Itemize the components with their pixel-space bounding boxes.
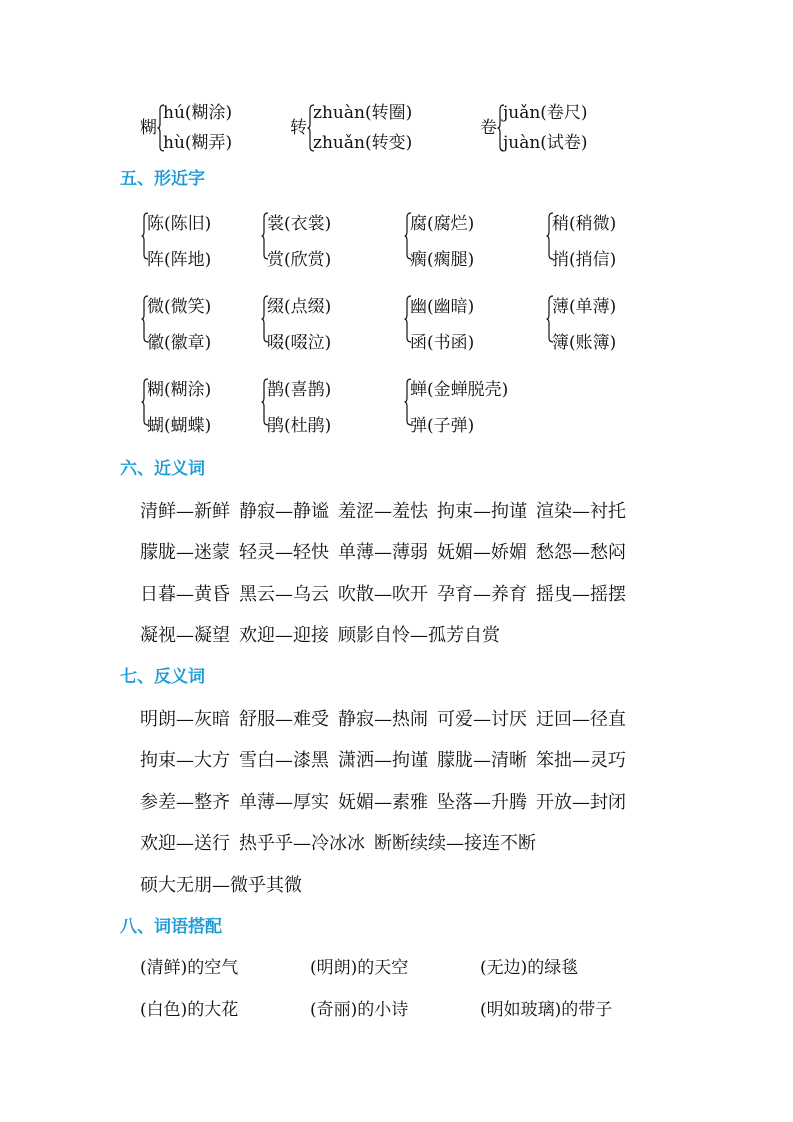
- polyphone-reading: hù(糊弄): [163, 133, 233, 153]
- antonyms-pair: 妩媚—素雅: [338, 792, 428, 813]
- similar-char-item: 缀(点缀): [267, 297, 332, 317]
- similar-char-item: 捎(捎信): [552, 250, 617, 270]
- synonyms-pair: 朦胧—迷蒙: [140, 542, 230, 563]
- collocation-item: (清鲜)的空气: [140, 958, 239, 978]
- antonyms-pair: 迂回—径直: [536, 709, 626, 730]
- synonyms-pair: 轻灵—轻快: [239, 542, 329, 563]
- synonyms-pair: 愁怨—愁闷: [536, 542, 626, 563]
- antonyms-pair: 断断续续—接连不断: [374, 833, 536, 854]
- similar-char-item: 稍(稍微): [552, 214, 617, 234]
- similar-char-item: 糊(糊涂): [147, 380, 212, 400]
- synonyms-pair: 清鲜—新鲜: [140, 501, 230, 522]
- antonyms-line: [140, 877, 311, 895]
- antonyms-pair: 笨拙—灵巧: [536, 750, 626, 771]
- similar-char-item: 赏(欣赏): [267, 250, 332, 270]
- polyphone-reading: juàn(试卷): [503, 133, 588, 153]
- similar-char-item: 微(微笑): [147, 297, 212, 317]
- similar-char-item: 陈(陈旧): [147, 214, 212, 234]
- similar-char-item: 啜(啜泣): [267, 333, 332, 353]
- antonyms-pair: 硕大无朋—微乎其微: [140, 875, 302, 896]
- polyphone-char: 卷: [480, 118, 497, 138]
- antonyms-pair: 静寂—热闹: [338, 709, 428, 730]
- antonyms-pair: 朦胧—清晰: [437, 750, 527, 771]
- similar-char-item: 鹃(杜鹃): [267, 416, 332, 436]
- synonyms-line: [140, 627, 509, 645]
- synonyms-pair: 顾影自怜—孤芳自赏: [338, 625, 500, 646]
- section-heading: 八、词语搭配: [120, 917, 222, 937]
- polyphone-char: 糊: [140, 118, 157, 138]
- antonyms-pair: 参差—整齐: [140, 792, 230, 813]
- synonyms-pair: 吹散—吹开: [338, 584, 428, 605]
- synonyms-pair: 妩媚—娇媚: [437, 542, 527, 563]
- polyphone-char: 转: [290, 118, 307, 138]
- synonyms-pair: 静寂—静谧: [239, 501, 329, 522]
- polyphone-reading: hú(糊涂): [163, 103, 233, 123]
- similar-char-item: 腐(腐烂): [410, 214, 475, 234]
- collocation-item: (无边)的绿毯: [480, 958, 579, 978]
- synonyms-pair: 单薄—薄弱: [338, 542, 428, 563]
- synonyms-line: [140, 503, 635, 521]
- antonyms-line: [140, 794, 635, 812]
- similar-char-item: 薄(单薄): [552, 297, 617, 317]
- synonyms-pair: 欢迎—迎接: [239, 625, 329, 646]
- polyphone-reading: zhuǎn(转变): [313, 133, 413, 153]
- antonyms-pair: 开放—封闭: [536, 792, 626, 813]
- polyphone-reading: zhuàn(转圈): [313, 103, 413, 123]
- collocation-item: (明如玻璃)的带子: [480, 1000, 613, 1020]
- synonyms-pair: 日暮—黄昏: [140, 584, 230, 605]
- antonyms-pair: 坠落—升腾: [437, 792, 527, 813]
- similar-char-item: 鹊(喜鹊): [267, 380, 332, 400]
- section-heading: 六、近义词: [120, 459, 205, 479]
- similar-char-item: 幽(幽暗): [410, 297, 475, 317]
- antonyms-pair: 拘束—大方: [140, 750, 230, 771]
- antonyms-pair: 欢迎—送行: [140, 833, 230, 854]
- similar-char-item: 蝴(蝴蝶): [147, 416, 212, 436]
- collocation-item: (白色)的大花: [140, 1000, 239, 1020]
- similar-char-item: 簿(账簿): [552, 333, 617, 353]
- synonyms-pair: 渲染—衬托: [536, 501, 626, 522]
- synonyms-pair: 凝视—凝望: [140, 625, 230, 646]
- similar-char-item: 徽(徽章): [147, 333, 212, 353]
- synonyms-line: [140, 586, 635, 604]
- synonyms-pair: 孕育—养育: [437, 584, 527, 605]
- similar-char-item: 函(书函): [410, 333, 475, 353]
- synonyms-pair: 摇曳—摇摆: [536, 584, 626, 605]
- antonyms-line: [140, 835, 545, 853]
- section-heading: 五、形近字: [120, 169, 205, 189]
- antonyms-pair: 单薄—厚实: [239, 792, 329, 813]
- antonyms-pair: 可爱—讨厌: [437, 709, 527, 730]
- polyphone-reading: juǎn(卷尺): [503, 103, 588, 123]
- synonyms-pair: 黑云—乌云: [239, 584, 329, 605]
- antonyms-pair: 明朗—灰暗: [140, 709, 230, 730]
- antonyms-pair: 热乎乎—冷冰冰: [239, 833, 365, 854]
- synonyms-line: [140, 544, 635, 562]
- synonyms-pair: 羞涩—羞怯: [338, 501, 428, 522]
- collocation-item: (奇丽)的小诗: [310, 1000, 409, 1020]
- collocation-item: (明朗)的天空: [310, 958, 409, 978]
- similar-char-item: 阵(阵地): [147, 250, 212, 270]
- antonyms-line: [140, 752, 635, 770]
- antonyms-pair: 舒服—难受: [239, 709, 329, 730]
- similar-char-item: 蝉(金蝉脱壳): [410, 380, 509, 400]
- antonyms-pair: 潇洒—拘谨: [338, 750, 428, 771]
- synonyms-pair: 拘束—拘谨: [437, 501, 527, 522]
- section-heading: 七、反义词: [120, 667, 205, 687]
- similar-char-item: 裳(衣裳): [267, 214, 332, 234]
- similar-char-item: 瘸(瘸腿): [410, 250, 475, 270]
- antonyms-line: [140, 711, 635, 729]
- similar-char-item: 弹(子弹): [410, 416, 475, 436]
- antonyms-pair: 雪白—漆黑: [239, 750, 329, 771]
